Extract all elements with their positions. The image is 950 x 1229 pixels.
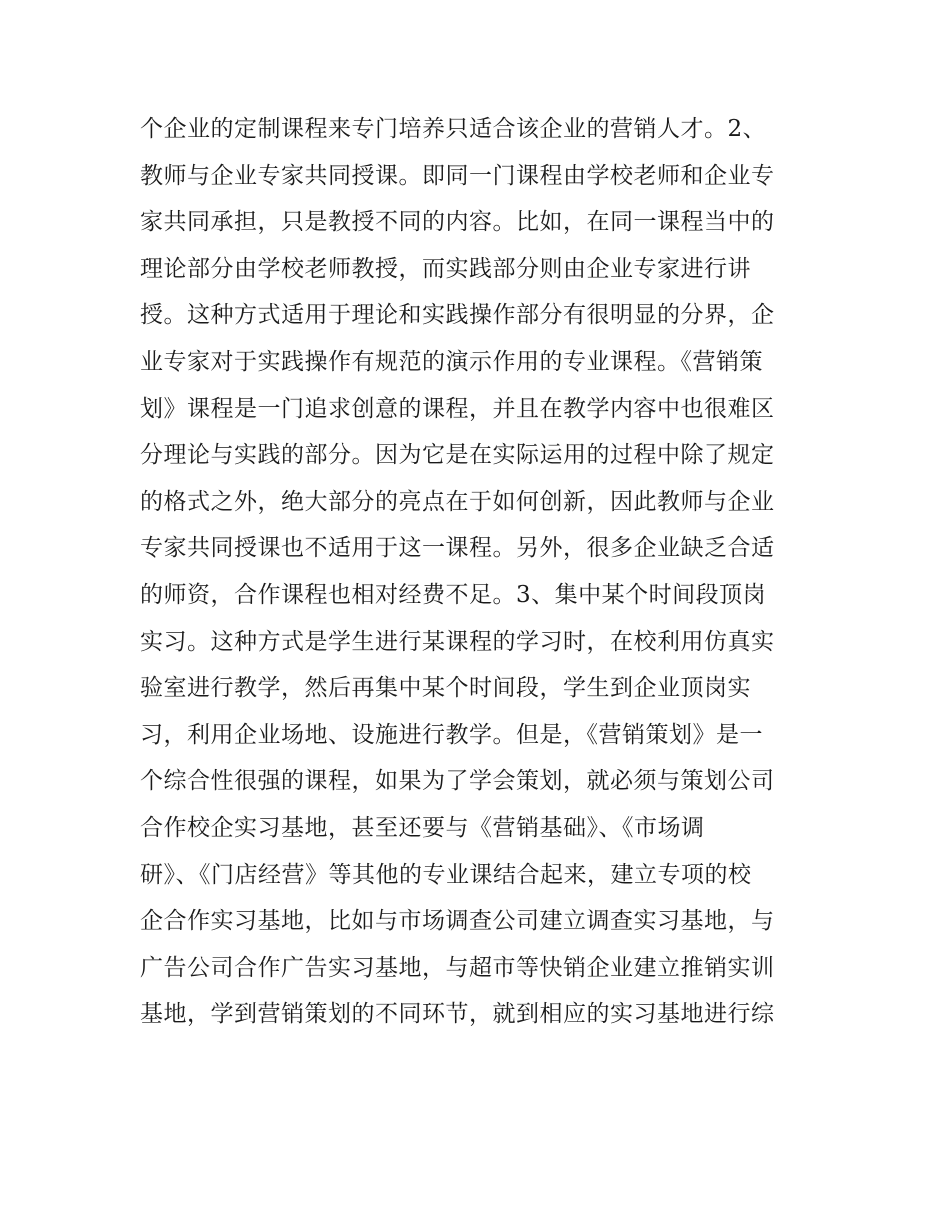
text-line: 验室进行教学，然后再集中某个时间段，学生到企业顶岗实 [140,675,751,702]
text-line: 广告公司合作广告实习基地，与超市等快销企业建立推销实训 [140,954,775,981]
text-line: 习，利用企业场地、设施进行教学。但是，《营销策划》是一 [140,721,763,748]
text-line: 划》课程是一门追求创意的课程，并且在教学内容中也很难区 [140,395,775,422]
text-line: 业专家对于实践操作有规范的演示作用的专业课程。《营销策 [140,348,763,375]
text-line: 授。这种方式适用于理论和实践操作部分有很明显的分界，企 [140,302,775,329]
text-line: 基地，学到营销策划的不同环节，就到相应的实习基地进行综 [140,1001,775,1028]
text-line: 家共同承担，只是教授不同的内容。比如，在同一课程当中的 [140,209,775,236]
body-paragraph [140,106,820,1038]
text-line: 的格式之外，绝大部分的亮点在于如何创新，因此教师与企业 [140,488,775,515]
text-line: 的师资，合作课程也相对经费不足。3、集中某个时间段顶岗 [140,581,767,608]
text-line: 专家共同授课也不适用于这一课程。另外，很多企业缺乏合适 [140,535,775,562]
text-line: 个综合性很强的课程，如果为了学会策划，就必须与策划公司 [140,768,775,795]
text-line: 企合作实习基地，比如与市场调查公司建立调查实习基地，与 [140,908,775,935]
text-line: 教师与企业专家共同授课。即同一门课程由学校老师和企业专 [140,162,775,189]
text-line: 合作校企实习基地，甚至还要与《营销基础》、《市场调 [140,814,705,841]
text-line: 研》、《门店经营》等其他的专业课结合起来，建立专项的校 [140,861,752,888]
text-line: 理论部分由学校老师教授，而实践部分则由企业专家进行讲 [140,255,751,282]
text-line: 实习。这种方式是学生进行某课程的学习时，在校利用仿真实 [140,628,775,655]
text-line: 个企业的定制课程来专门培养只适合该企业的营销人才。2、 [140,116,767,142]
text-line: 分理论与实践的部分。因为它是在实际运用的过程中除了规定 [140,442,775,469]
